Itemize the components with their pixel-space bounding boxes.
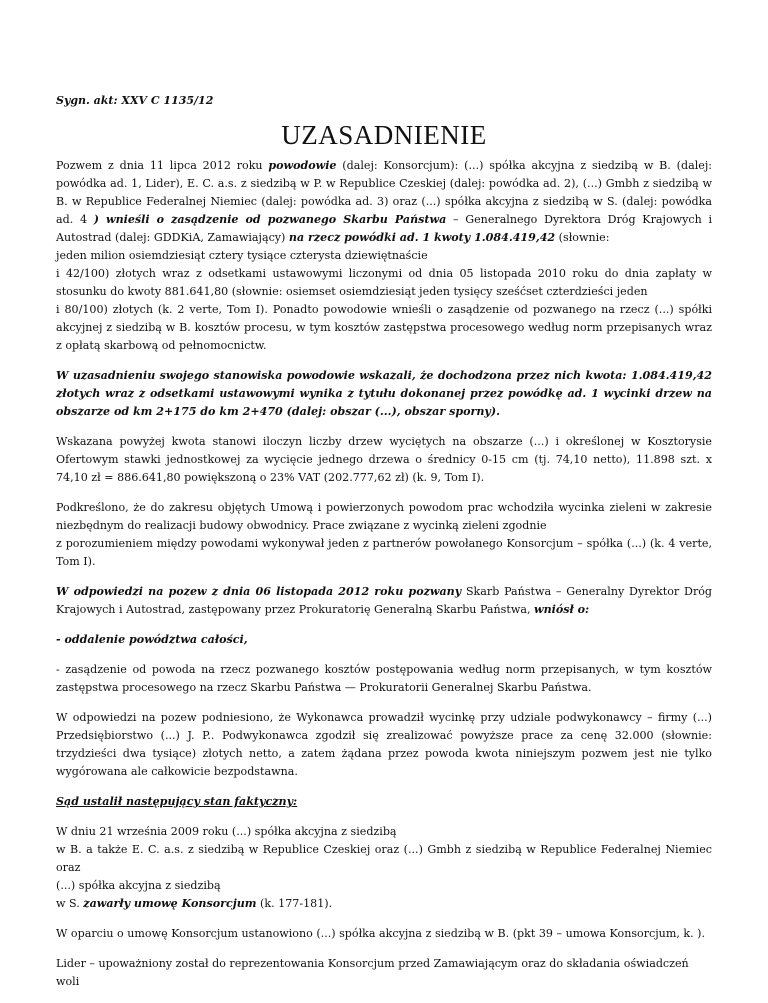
text: – Generalnego Dyrektora Dróg: [446, 213, 636, 226]
section-heading: [56, 793, 712, 811]
text: akcyjnej z siedzibą w B. kosztów procesu, w tym kosztów zastępstwa procesowego według norm przepisanych wraz: [56, 321, 712, 334]
text: (k. 177-181).: [256, 897, 333, 910]
text: zastępstwa procesowego na rzecz Skarbu Państwa — Prokuratorii Generalnej Skarbu Państwa.: [56, 681, 592, 694]
document-title: UZASADNIENIE: [281, 120, 487, 150]
text: W uzasadnieniu swojego stanowiska powodowie wskazali, że dochodzona przez nich kwota:: [56, 369, 627, 382]
paragraph-subcontractor: [56, 709, 712, 781]
text: całkowicie bezpodstawna.: [151, 765, 298, 778]
text: jeden milion osiemdziesiąt cztery tysiące czterysta dziewiętnaście: [56, 249, 428, 262]
paragraph-claim: [56, 157, 712, 355]
text: (dalej: Konsorcjum): (...) spółka akcyjna z siedzibą w B. (dalej:: [336, 159, 712, 172]
text: Podkreślono, że do zakresu objętych Umową i powierzonych powodom prac wchodziła wycinka zieleni w zakresie: [56, 501, 712, 514]
text: i 80/100) złotych (k. 2 verte, Tom I). Ponadto powodowie wnieśli o zasądzenie od pozwanego na rzecz (...) spółki: [56, 303, 712, 316]
text: (...) spółka akcyjna z siedzibą: [56, 879, 221, 892]
text: i 42/100) złotych wraz z odsetkami ustawowymi liczonymi od dnia 05 listopada 2010 roku do dnia zapłaty w stosunku: [56, 267, 712, 298]
emphasis: zawarły umowę Konsorcjum: [83, 897, 257, 910]
text: - zasądzenie od powoda na rzecz pozwanego kosztów postępowania według norm przepisanych, w tym kosztów: [56, 663, 712, 676]
text: w S.: [56, 897, 84, 910]
paragraph-costs: [56, 661, 712, 697]
case-signature: Sygn. akt: XXV C 1135/12: [56, 94, 214, 107]
findings-heading: Sąd ustalił następujący stan faktyczny:: [56, 795, 298, 808]
text: z opłatą skarbową od pełnomocnictw.: [56, 339, 267, 352]
paragraph-amount: [56, 433, 712, 487]
text: dwa tysiące) złotych netto, a zatem żądana przez powoda kwota niniejszym pozwem jest nie tylko wygórowana ale: [56, 747, 712, 778]
text: w B. a także E. C. a.s. z siedzibą w Republice Czeskiej oraz (...) Gmbh z siedzibą w Republice Federalnej Niemiec oraz: [56, 843, 712, 874]
text: Skarb Państwa – Generalny Dyrektor: [461, 585, 680, 598]
text: W dniu 21 września 2009 roku (...) spółka akcyjna z siedzibą: [56, 825, 397, 838]
text: W odpowiedzi na pozew podniesiono, że Wykonawca prowadził wycinkę przy udziale podwykonawcy – firmy (...): [56, 711, 712, 724]
emphasis: ) wnieśli o zasądzenie od pozwanego Skarbu Państwa: [93, 213, 447, 226]
text: powódka ad. 1, Lider), E. C. a.s. z siedzibą w P. w Republice Czeskiej (dalej: powódka ad. 2), (...) Gmbh: [56, 177, 640, 190]
paragraph-dismissal: - oddalenie powództwa całości,: [56, 633, 248, 646]
emphasis: W odpowiedzi na pozew z dnia 06 listopada 2012 roku pozwany: [56, 585, 462, 598]
paragraph-leader: W oparciu o umowę Konsorcjum ustanowiono (...) spółka akcyjna z siedzibą w B. (pkt 39 – umowa Konsorcjum, k. ).: [56, 927, 706, 940]
text: zł = 886.641,80 powiększoną o 23% VAT (202.777,62 zł) (k. 9, Tom I).: [91, 471, 485, 484]
text: Dróg Krajowych i Autostrad, zastępowany przez Prokuratorię Generalną Skarbu Państwa,: [56, 585, 713, 616]
paragraph-consortium: [56, 823, 712, 913]
text: z porozumieniem między powodami wykonywał jeden z partnerów powołanego Konsorcjum – spółka (...) (k. 4 verte,: [56, 537, 712, 550]
document-page: [56, 92, 712, 1003]
paragraph-scope: [56, 499, 712, 571]
emphasis: wniósł o:: [534, 603, 590, 616]
text: Pozwem z dnia 11 lipca 2012 roku: [56, 159, 269, 172]
text: (dalej: powódka ad. 4: [56, 195, 712, 226]
text: Tom I).: [56, 555, 96, 568]
text: Ofertowym stawki jednostkowej za wycięcie jednego drzewa o średnicy 0-15 cm (tj. 74,10 netto), 11.898 szt. x 74,10: [56, 453, 712, 484]
text: (słownie:: [555, 231, 610, 244]
paragraph-justification: [56, 367, 712, 421]
emphasis: na rzecz powódki ad. 1 kwoty 1.084.419,42: [288, 231, 556, 244]
text: 1.084.419,42 złotych wraz z odsetkami ustawowymi wynika z tytułu dokonanej przez powódkę ad.: [56, 369, 712, 400]
paragraph-authorization: Lider – upoważniony został do reprezentowania Konsorcjum przed Zamawiającym oraz do składania oświadczeń woli: [56, 957, 689, 988]
text: niezbędnym do realizacji budowy obwodnicy. Prace związane z wycinką zieleni zgodnie: [56, 519, 547, 532]
text: 1 wycinki drzew na obszarze od km 2+175 do km 2+470 (dalej: obszar (...), obszar sporny).: [56, 387, 712, 418]
text: z siedzibą w B. w Republice Federalnej Niemiec (dalej: powódka ad. 3) oraz (...) spółka akcyjna z siedzibą w S.: [56, 177, 712, 208]
text: Wskazana powyżej kwota stanowi iloczyn liczby drzew wyciętych na obszarze (...) i określonej w Kosztorysie: [56, 435, 712, 448]
text: Krajowych i Autostrad (dalej: GDDKiA, Zamawiający): [56, 213, 713, 244]
emphasis: powodowie: [268, 159, 337, 172]
paragraph-response: [56, 583, 712, 619]
text: Przedsiębiorstwo (...) J. P.. Podwykonawca zgodził się zrealizować powyższe prace za cenę 32.000 (słownie: trzydzieści: [56, 729, 712, 760]
text: do kwoty 881.641,80 (słownie: osiemset osiemdziesiąt jeden tysięcy sześćset czterdzieści jeden: [110, 285, 648, 298]
